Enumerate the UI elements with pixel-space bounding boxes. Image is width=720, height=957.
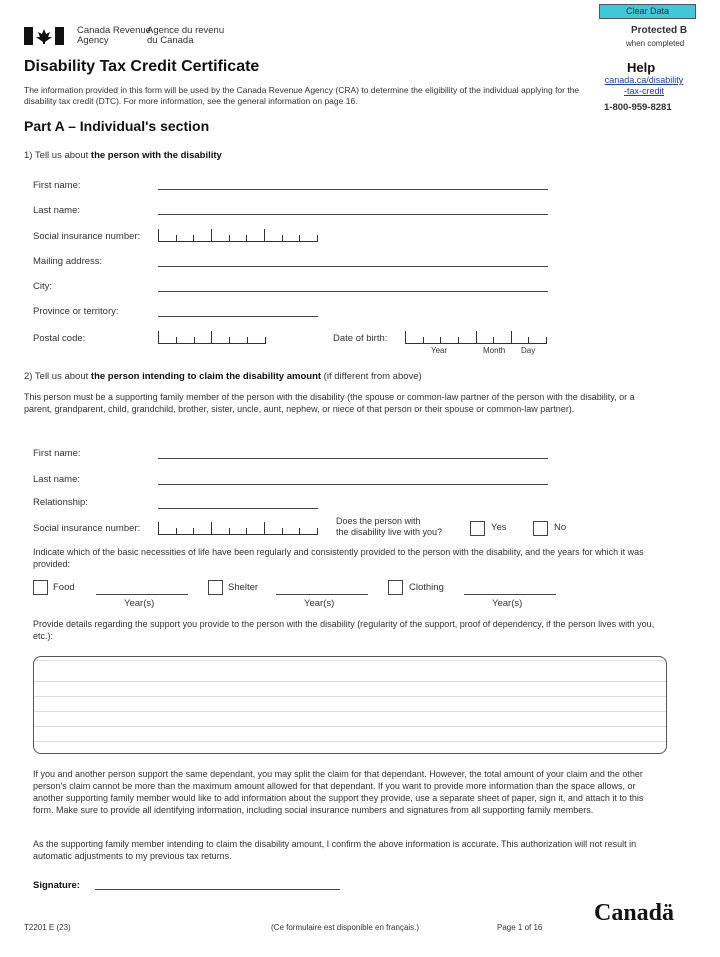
food-years-label: Year(s)	[124, 598, 155, 609]
agency-name-fr: Agence du revenu du Canada	[147, 25, 225, 46]
protected-b: Protected B	[631, 25, 688, 36]
question-2: 2) Tell us about the person intending to claim the disability amount (if different from above)	[24, 371, 422, 382]
province-field[interactable]	[158, 316, 318, 317]
food-label: Food	[53, 582, 75, 593]
help-title: Help	[627, 60, 656, 75]
question-1: 1) Tell us about the person with the disability	[24, 150, 222, 161]
q2-description: This person must be a supporting family member of the person with the disability (the spouse or common-law partner of the person with the disability, or a parent, grandparent, child, grandchild, brother, sister, uncle, aunt, nephew, or niece of that person or their spouse or common-law partner).	[24, 392, 635, 414]
support-details-textarea[interactable]	[33, 656, 667, 754]
intro-text: The information provided in this form will be used by the Canada Revenue Agency (CRA) to determine the eligibility of the individual applying for the disability tax credit (DTC). For more information, see the general information on page 16.	[24, 85, 580, 106]
canada-flag-logo	[24, 27, 64, 45]
part-a-title: Part A – Individual's section	[24, 118, 210, 134]
help-phone: 1-800-959-8281	[604, 102, 672, 113]
postal-code-field[interactable]	[158, 331, 266, 344]
live-yes-label: Yes	[491, 522, 507, 533]
food-years-field[interactable]	[96, 594, 188, 595]
claimant-first-name-field[interactable]	[158, 458, 548, 459]
dob-year-label: Year	[431, 346, 448, 355]
clothing-years-field[interactable]	[464, 594, 556, 595]
live-no-label: No	[554, 522, 567, 533]
clear-data-button[interactable]: Clear Data	[599, 4, 696, 19]
relationship-field[interactable]	[158, 508, 318, 509]
confirmation-text: As the supporting family member intending to claim the disability amount, I confirm the above information is accurate. This authorization will not result in automatic adjustments to my previous tax returns.	[33, 839, 637, 861]
province-label: Province or territory:	[33, 306, 119, 317]
claimant-last-name-label: Last name:	[33, 474, 80, 485]
city-label: City:	[33, 281, 52, 292]
agency-name-en: Canada Revenue Agency	[77, 25, 151, 46]
first-name-label: First name:	[33, 180, 81, 191]
dob-month-label: Month	[483, 346, 506, 355]
french-availability: (Ce formulaire est disponible en français.)	[271, 923, 420, 932]
mailing-address-label: Mailing address:	[33, 256, 103, 267]
split-claim-text: If you and another person support the same dependant, you may split the claim for that dependant. However, the total amount of your claim and the other person's claim cannot be more than the maximum amount allowed for that dependant. If you want to provide more information than the space allows, or another supporting family member would like to add information about the support they provide, use a separate sheet of paper, sign it, and attach it to this form. Make sure to provide all identifying information, including social insurance numbers and signatures from all supporting family members.	[33, 769, 644, 815]
shelter-years-field[interactable]	[276, 594, 368, 595]
live-yes-checkbox[interactable]	[470, 521, 485, 536]
claimant-sin-field[interactable]	[158, 522, 318, 535]
sin-label: Social insurance number:	[33, 231, 141, 242]
clothing-checkbox[interactable]	[388, 580, 403, 595]
last-name-field[interactable]	[158, 214, 548, 215]
dob-label: Date of birth:	[333, 333, 388, 344]
live-no-checkbox[interactable]	[533, 521, 548, 536]
help-link[interactable]: canada.ca/disability -tax-credit	[604, 75, 684, 96]
live-with-question: Does the person with the disability live with you?	[336, 516, 443, 537]
form-id: T2201 E (23)	[24, 923, 71, 932]
signature-label: Signature:	[33, 880, 80, 891]
food-checkbox[interactable]	[33, 580, 48, 595]
dob-day-label: Day	[521, 346, 536, 355]
when-completed: when completed	[626, 39, 685, 48]
first-name-field[interactable]	[158, 189, 548, 190]
claimant-last-name-field[interactable]	[158, 484, 548, 485]
signature-field[interactable]	[95, 889, 340, 890]
details-prompt: Provide details regarding the support you provide to the person with the disability (regularity of the support, proof of dependency, if the person lives with you, etc.):	[33, 619, 655, 641]
page-title: Disability Tax Credit Certificate	[24, 58, 260, 75]
page-number: Page 1 of 16	[497, 923, 543, 932]
sin-field[interactable]	[158, 229, 318, 242]
dob-field[interactable]	[405, 331, 547, 344]
city-field[interactable]	[158, 291, 548, 292]
relationship-label: Relationship:	[33, 497, 88, 508]
clothing-label: Clothing	[409, 582, 444, 593]
necessities-text: Indicate which of the basic necessities of life have been regularly and consistently provided to the person with the disability, and the years for which it was provided:	[33, 547, 644, 569]
mailing-address-field[interactable]	[158, 266, 548, 267]
claimant-sin-label: Social insurance number:	[33, 523, 141, 534]
shelter-checkbox[interactable]	[208, 580, 223, 595]
shelter-label: Shelter	[228, 582, 259, 593]
postal-code-label: Postal code:	[33, 333, 86, 344]
clothing-years-label: Year(s)	[492, 598, 523, 609]
shelter-years-label: Year(s)	[304, 598, 335, 609]
last-name-label: Last name:	[33, 205, 80, 216]
claimant-first-name-label: First name:	[33, 448, 81, 459]
canada-wordmark: Canadä	[594, 900, 675, 926]
